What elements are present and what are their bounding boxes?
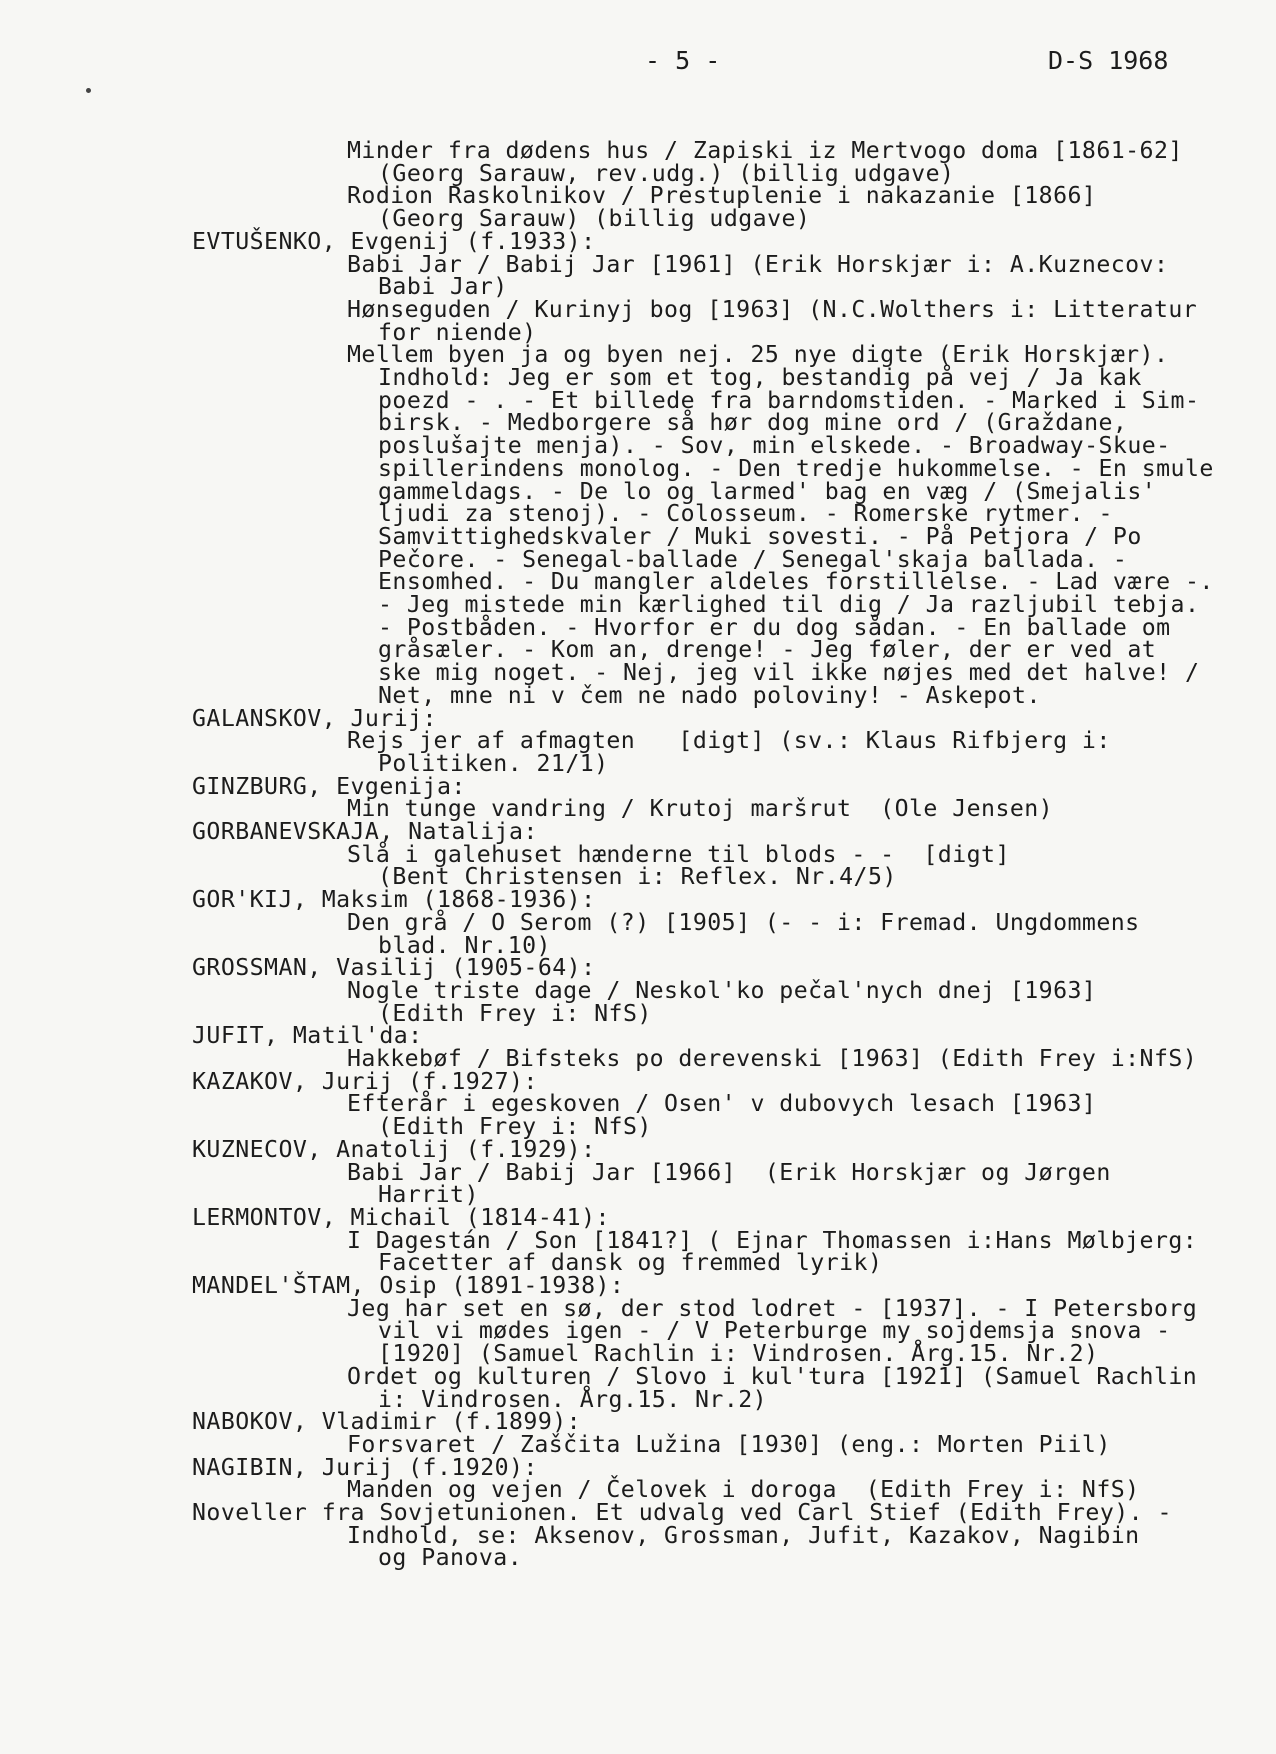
author-heading-line: GROSSMAN, Vasilij (1905-64): xyxy=(192,954,596,982)
entry-line: (Georg Sarauw) (billig udgave) xyxy=(378,205,811,233)
entry-line: Ordet og kulturen / Slovo i kul'tura [1921] (Samuel Rachlin xyxy=(347,1362,1198,1390)
entry-line: Den grå / O Serom (?) [1905] (- - i: Fremad. Ungdommens xyxy=(347,908,1140,936)
author-heading-line: KUZNECOV, Anatolij (f.1929): xyxy=(192,1135,596,1163)
entry-line: Slå i galehuset hænderne til blods - - [digt] xyxy=(347,840,1010,868)
entry-line: Hønseguden / Kurinyj bog [1963] (N.C.Wolthers i: Litteratur xyxy=(347,295,1198,323)
entry-line: birsk. - Medborgere så hør dog mine ord / (Graždane, xyxy=(378,409,1128,437)
author-heading-line: Noveller fra Sovjetunionen. Et udvalg ved Carl Stief (Edith Frey). - xyxy=(192,1499,1172,1526)
entry-line: poezd - . - Et billede fra barndomstiden. - Marked i Sim- xyxy=(378,386,1200,414)
entry-line: gråsæler. - Kom an, drenge! - Jeg føler, der er ved at xyxy=(378,636,1157,664)
entry-line: Net, mne ni v čem ne nado poloviny! - Askepot. xyxy=(378,681,1041,709)
author-heading-line: GORBANEVSKAJA, Natalija: xyxy=(192,818,538,845)
entry-line: Babi Jar / Babij Jar [1966] (Erik Horskjær og Jørgen xyxy=(347,1158,1111,1186)
entry-line: Jeg har set en sø, der stod lodret - [1937]. - I Petersborg xyxy=(347,1294,1198,1322)
entry-line: Harrit) xyxy=(378,1181,479,1209)
entry-line: blad. Nr.10) xyxy=(378,931,551,959)
author-heading-line: NAGIBIN, Jurij (f.1920): xyxy=(192,1453,538,1481)
entry-line: Hakkebøf / Bifsteks po derevenski [1963] (Edith Frey i:NfS) xyxy=(347,1045,1198,1072)
page-number: - 5 - xyxy=(645,46,721,75)
entry-line: Min tunge vandring / Krutoj maršrut (Ole Jensen) xyxy=(347,795,1054,823)
author-heading-line: JUFIT, Matil'da: xyxy=(192,1022,423,1050)
entry-line: Pečore. - Senegal-ballade / Senegal'skaja ballada. - xyxy=(378,545,1128,573)
author-heading-line: MANDEL'ŠTAM, Osip (1891-1938): xyxy=(192,1272,625,1299)
entry-line: Forsvaret / Zaščita Lužina [1930] (eng.: Morten Piil) xyxy=(347,1430,1111,1458)
entry-line: Indhold: Jeg er som et tog, bestandig på vej / Ja kak xyxy=(378,364,1142,391)
paper-speck xyxy=(86,88,91,93)
entry-line: Nogle triste dage / Neskol'ko pečal'nych dnej [1963] xyxy=(347,976,1097,1004)
entry-line: Samvittighedskvaler / Muki sovesti. - På Petjora / Po xyxy=(378,522,1142,550)
entry-line: og Panova. xyxy=(378,1544,523,1572)
entry-line: Rodion Raskolnikov / Prestuplenie i nakazanie [1866] xyxy=(347,182,1097,210)
entry-line: Rejs jer af afmagten [digt] (sv.: Klaus Rifbjerg i: xyxy=(347,727,1111,755)
author-heading-line: GALANSKOV, Jurij: xyxy=(192,704,437,732)
entry-line: Indhold, se: Aksenov, Grossman, Jufit, Kazakov, Nagibin xyxy=(347,1521,1140,1549)
author-heading-line: GOR'KIJ, Maksim (1868-1936): xyxy=(192,886,596,914)
entry-line: Minder fra dødens hus / Zapiski iz Mertvogo doma [1861-62] xyxy=(347,137,1183,164)
entry-line: spillerindens monolog. - Den tredje hukommelse. - En smule xyxy=(378,454,1214,482)
document-id: D-S 1968 xyxy=(1048,46,1169,75)
author-heading-line: LERMONTOV, Michail (1814-41): xyxy=(192,1203,610,1231)
entry-line: (Edith Frey i: NfS) xyxy=(378,1113,652,1141)
entry-line: I Dagestán / Son [1841?] ( Ejnar Thomassen i:Hans Mølbjerg: xyxy=(347,1226,1198,1254)
entry-line: (Bent Christensen i: Reflex. Nr.4/5) xyxy=(378,863,897,891)
entry-line: ske mig noget. - Nej, jeg vil ikke nøjes med det halve! / xyxy=(378,659,1200,687)
entry-line: poslušajte menja). - Sov, min elskede. - Broadway-Skue- xyxy=(378,432,1171,460)
entry-line: Efterår i egeskoven / Osen' v dubovych lesach [1963] xyxy=(347,1090,1097,1118)
entry-line: - Postbåden. - Hvorfor er du dog sådan. - En ballade om xyxy=(378,613,1171,641)
entry-line: for niende) xyxy=(378,318,537,346)
entry-line: Mellem byen ja og byen nej. 25 nye digte (Erik Horskjær). xyxy=(347,341,1169,369)
author-heading-line: EVTUŠENKO, Evgenij (f.1933): xyxy=(192,227,596,255)
entry-line: ljudi za stenoj). - Colosseum. - Romerske rytmer. - xyxy=(378,500,1113,528)
entry-line: [1920] (Samuel Rachlin i: Vindrosen. Årg.15. Nr.2) xyxy=(378,1340,1099,1368)
entry-line: Babi Jar / Babij Jar [1961] (Erik Horskjær i: A.Kuznecov: xyxy=(347,250,1169,278)
author-heading-line: GINZBURG, Evgenija: xyxy=(192,772,466,800)
entry-line: gammeldags. - De lo og larmed' bag en væg / (Smejalis' xyxy=(378,477,1157,505)
author-heading-line: NABOKOV, Vladimir (f.1899): xyxy=(192,1408,582,1436)
entry-line: vil vi mødes igen - / V Peterburge my sojdemsja snova - xyxy=(378,1317,1171,1345)
entry-line: Facetter af dansk og fremmed lyrik) xyxy=(378,1249,883,1277)
entry-line: (Edith Frey i: NfS) xyxy=(378,999,652,1027)
entry-line: Politiken. 21/1) xyxy=(378,749,609,777)
entry-line: (Georg Sarauw, rev.udg.) (billig udgave) xyxy=(378,159,955,187)
author-heading-line: KAZAKOV, Jurij (f.1927): xyxy=(192,1067,538,1095)
entry-line: - Jeg mistede min kærlighed til dig / Ja razljubil tebja. xyxy=(378,591,1200,618)
entry-line: Ensomhed. - Du mangler aldeles forstillelse. - Lad være -. xyxy=(378,568,1214,596)
entry-line: Babi Jar) xyxy=(378,273,508,301)
entry-line: i: Vindrosen. Årg.15. Nr.2) xyxy=(378,1385,768,1413)
entry-line: Manden og vejen / Čelovek i doroga (Edith Frey i: NfS) xyxy=(347,1476,1140,1504)
